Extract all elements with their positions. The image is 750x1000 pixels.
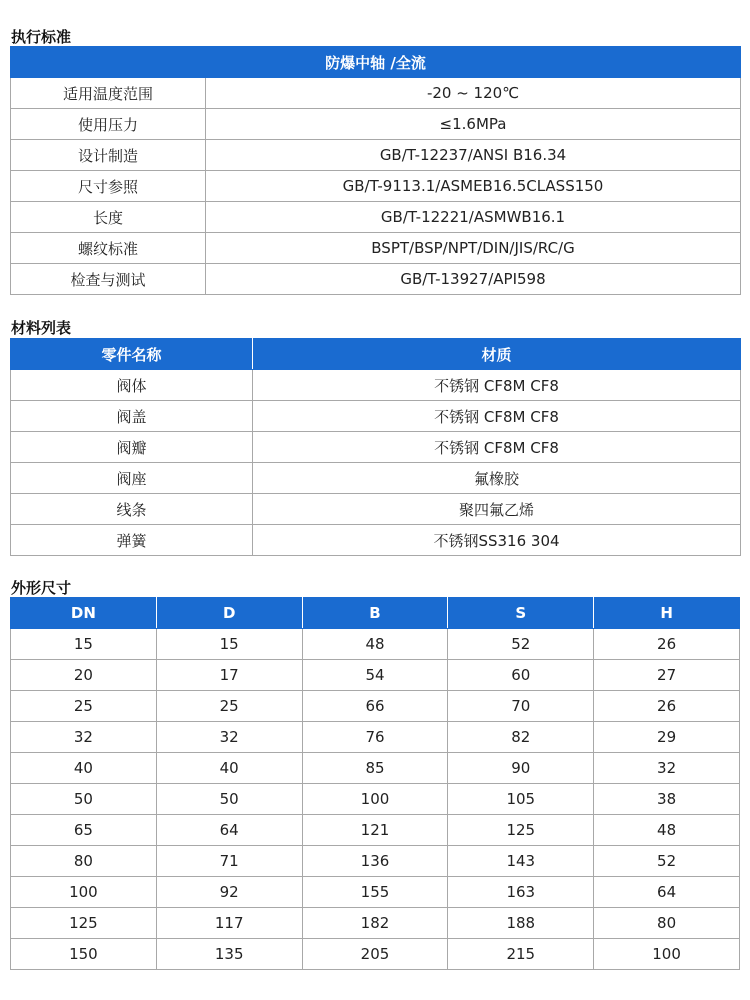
standards-header-row (11, 47, 741, 78)
dimensions-cell-4: 80 (594, 908, 740, 939)
standards-cell-0: 检查与测试 (11, 264, 206, 295)
dimensions-cell-1: 71 (156, 846, 302, 877)
materials-row (11, 401, 741, 432)
materials-row (11, 463, 741, 494)
materials-cell-1: 不锈钢 CF8M CF8 (253, 370, 741, 401)
dimensions-cell-0: 125 (11, 908, 157, 939)
dimensions-row (11, 784, 740, 815)
dimensions-header-d: D (156, 598, 302, 629)
dimensions-section-title: 外形尺寸 (11, 579, 72, 597)
materials-cell-0: 阀体 (11, 370, 253, 401)
materials-header-part: 零件名称 (11, 339, 253, 370)
standards-cell-1: GB/T-9113.1/ASMEB16.5CLASS150 (206, 171, 741, 202)
dimensions-cell-2: 205 (302, 939, 448, 970)
dimensions-cell-4: 64 (594, 877, 740, 908)
materials-cell-0: 阀座 (11, 463, 253, 494)
dimensions-cell-2: 66 (302, 691, 448, 722)
dimensions-cell-1: 32 (156, 722, 302, 753)
dimensions-cell-4: 100 (594, 939, 740, 970)
standards-cell-1: -20 ~ 120℃ (206, 78, 741, 109)
dimensions-cell-4: 38 (594, 784, 740, 815)
dimensions-cell-1: 17 (156, 660, 302, 691)
standards-cell-1: BSPT/BSP/NPT/DIN/JIS/RC/G (206, 233, 741, 264)
dimensions-table (10, 597, 740, 970)
standards-cell-1: GB/T-12237/ANSI B16.34 (206, 140, 741, 171)
materials-header-material: 材质 (253, 339, 741, 370)
dimensions-cell-1: 25 (156, 691, 302, 722)
dimensions-row (11, 722, 740, 753)
dimensions-cell-2: 76 (302, 722, 448, 753)
standards-row (11, 264, 741, 295)
materials-header-row (11, 339, 741, 370)
dimensions-cell-1: 117 (156, 908, 302, 939)
dimensions-cell-0: 20 (11, 660, 157, 691)
standards-cell-1: ≤1.6MPa (206, 109, 741, 140)
dimensions-header-dn: DN (11, 598, 157, 629)
materials-cell-0: 弹簧 (11, 525, 253, 556)
dimensions-row (11, 691, 740, 722)
materials-table (10, 338, 741, 556)
dimensions-cell-2: 182 (302, 908, 448, 939)
dimensions-header-h: H (594, 598, 740, 629)
materials-row (11, 494, 741, 525)
standards-row (11, 202, 741, 233)
standards-cell-1: GB/T-12221/ASMWB16.1 (206, 202, 741, 233)
materials-cell-0: 线条 (11, 494, 253, 525)
dimensions-header-s: S (448, 598, 594, 629)
dimensions-cell-3: 60 (448, 660, 594, 691)
standards-row (11, 78, 741, 109)
standards-cell-1: GB/T-13927/API598 (206, 264, 741, 295)
standards-cell-0: 尺寸参照 (11, 171, 206, 202)
dimensions-cell-1: 40 (156, 753, 302, 784)
materials-cell-1: 聚四氟乙烯 (253, 494, 741, 525)
dimensions-header-row (11, 598, 740, 629)
dimensions-cell-3: 70 (448, 691, 594, 722)
dimensions-cell-0: 40 (11, 753, 157, 784)
dimensions-row (11, 939, 740, 970)
dimensions-cell-1: 135 (156, 939, 302, 970)
dimensions-cell-0: 65 (11, 815, 157, 846)
standards-row (11, 140, 741, 171)
dimensions-cell-2: 85 (302, 753, 448, 784)
dimensions-cell-3: 82 (448, 722, 594, 753)
materials-row (11, 525, 741, 556)
materials-cell-1: 不锈钢SS316 304 (253, 525, 741, 556)
dimensions-cell-4: 52 (594, 846, 740, 877)
dimensions-cell-0: 50 (11, 784, 157, 815)
standards-row (11, 233, 741, 264)
materials-row (11, 370, 741, 401)
dimensions-row (11, 815, 740, 846)
standards-header: 防爆中轴 /全流 (11, 47, 741, 78)
standards-cell-0: 使用压力 (11, 109, 206, 140)
dimensions-cell-3: 215 (448, 939, 594, 970)
standards-section-title: 执行标准 (11, 28, 72, 46)
dimensions-cell-1: 64 (156, 815, 302, 846)
dimensions-cell-0: 80 (11, 846, 157, 877)
standards-cell-0: 长度 (11, 202, 206, 233)
dimensions-row (11, 846, 740, 877)
dimensions-cell-3: 52 (448, 629, 594, 660)
dimensions-cell-1: 50 (156, 784, 302, 815)
standards-row (11, 171, 741, 202)
dimensions-cell-2: 155 (302, 877, 448, 908)
dimensions-cell-0: 32 (11, 722, 157, 753)
dimensions-row (11, 908, 740, 939)
dimensions-cell-2: 100 (302, 784, 448, 815)
dimensions-cell-4: 32 (594, 753, 740, 784)
materials-cell-0: 阀盖 (11, 401, 253, 432)
materials-cell-0: 阀瓣 (11, 432, 253, 463)
dimensions-cell-0: 15 (11, 629, 157, 660)
standards-cell-0: 设计制造 (11, 140, 206, 171)
dimensions-cell-0: 150 (11, 939, 157, 970)
dimensions-cell-4: 26 (594, 629, 740, 660)
dimensions-cell-0: 25 (11, 691, 157, 722)
dimensions-row (11, 660, 740, 691)
dimensions-cell-4: 26 (594, 691, 740, 722)
dimensions-cell-2: 54 (302, 660, 448, 691)
dimensions-cell-4: 27 (594, 660, 740, 691)
dimensions-cell-3: 125 (448, 815, 594, 846)
dimensions-cell-3: 188 (448, 908, 594, 939)
standards-table (10, 46, 741, 295)
standards-cell-0: 螺纹标准 (11, 233, 206, 264)
dimensions-row (11, 629, 740, 660)
dimensions-header-b: B (302, 598, 448, 629)
dimensions-cell-2: 121 (302, 815, 448, 846)
standards-row (11, 109, 741, 140)
materials-cell-1: 不锈钢 CF8M CF8 (253, 432, 741, 463)
materials-section-title: 材料列表 (11, 319, 72, 337)
dimensions-row (11, 877, 740, 908)
dimensions-cell-1: 15 (156, 629, 302, 660)
materials-cell-1: 不锈钢 CF8M CF8 (253, 401, 741, 432)
standards-cell-0: 适用温度范围 (11, 78, 206, 109)
materials-row (11, 432, 741, 463)
dimensions-row (11, 753, 740, 784)
dimensions-cell-3: 90 (448, 753, 594, 784)
dimensions-cell-3: 105 (448, 784, 594, 815)
dimensions-cell-3: 163 (448, 877, 594, 908)
dimensions-cell-1: 92 (156, 877, 302, 908)
dimensions-cell-2: 136 (302, 846, 448, 877)
dimensions-cell-3: 143 (448, 846, 594, 877)
dimensions-cell-4: 29 (594, 722, 740, 753)
dimensions-cell-0: 100 (11, 877, 157, 908)
dimensions-cell-2: 48 (302, 629, 448, 660)
materials-cell-1: 氟橡胶 (253, 463, 741, 494)
dimensions-cell-4: 48 (594, 815, 740, 846)
